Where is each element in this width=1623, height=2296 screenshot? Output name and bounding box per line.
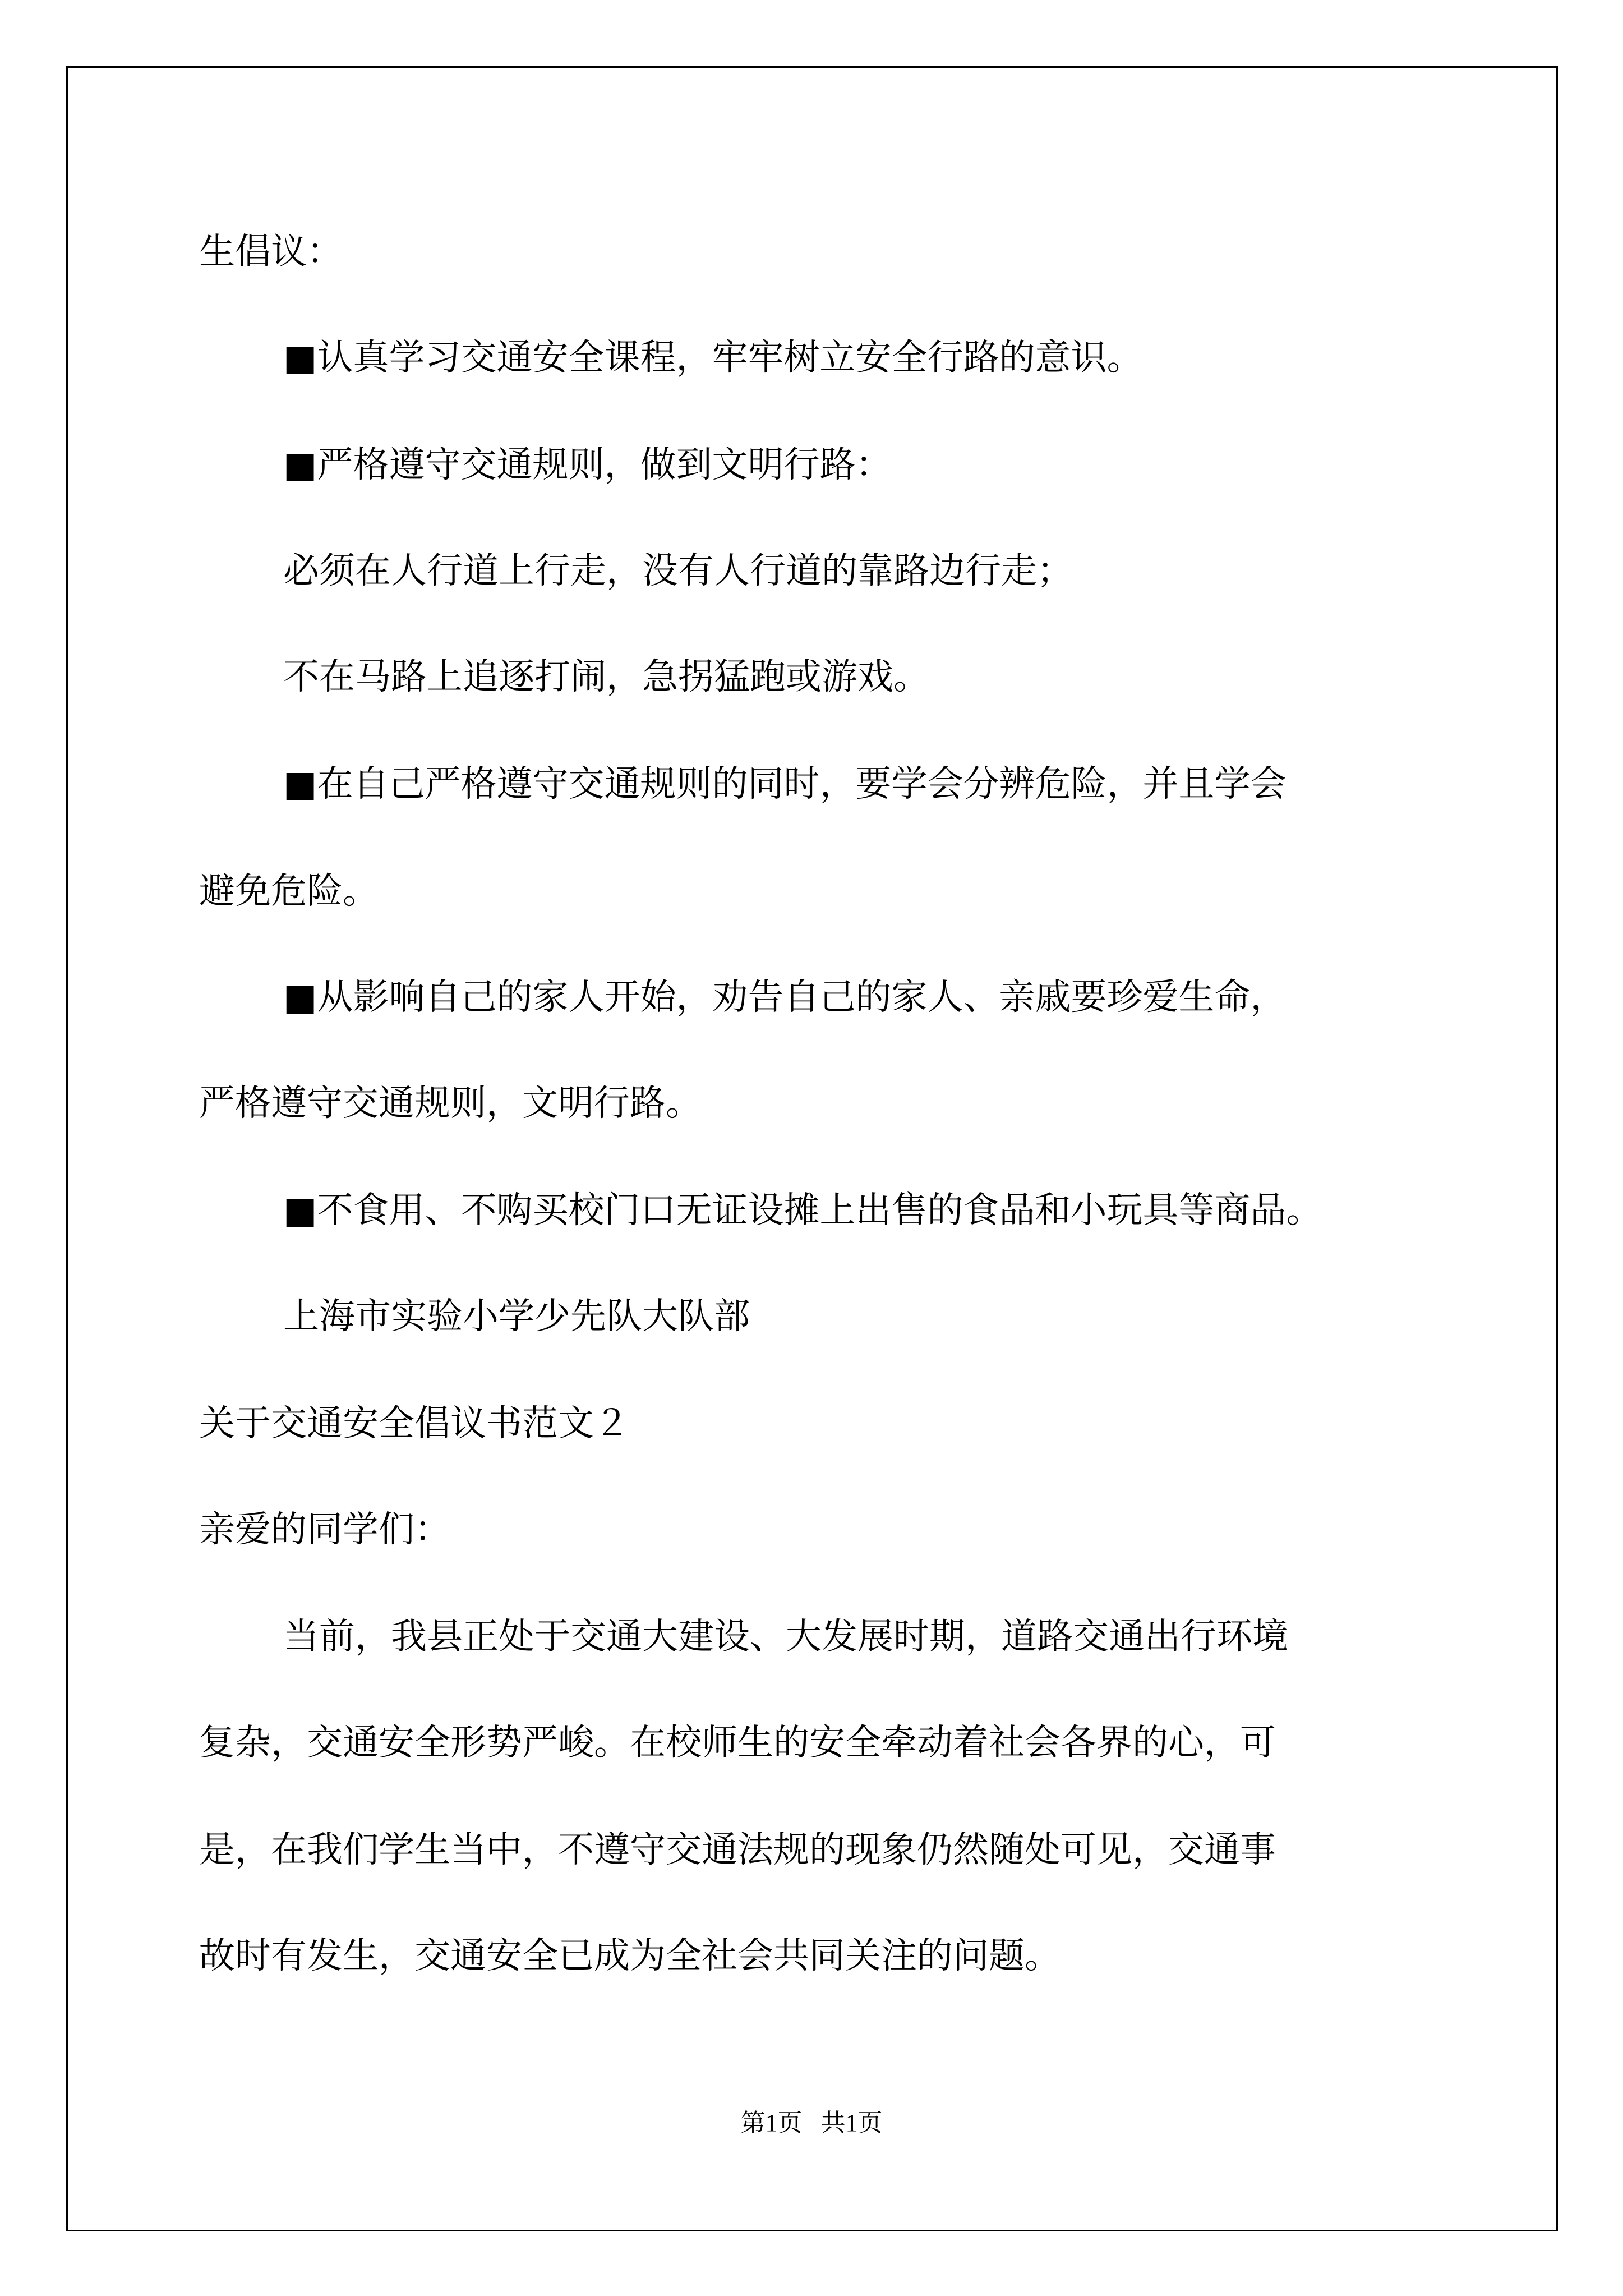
bullet-line: ■不食用、不购买校门口无证设摊上出售的食品和小玩具等商品。 [283, 1190, 1322, 1231]
text-line: 不在马路上追逐打闹，急拐猛跑或游戏。 [283, 656, 929, 698]
bullet-line: ■从影响自己的家人开始，劝告自己的家人、亲戚要珍爱生命， [283, 977, 1287, 1018]
bullet-line: ■认真学习交通安全课程，牢牢树立安全行路的意识。 [283, 337, 1143, 379]
bullet-line: ■严格遵守交通规则，做到文明行路： [283, 444, 892, 486]
text-line: 必须在人行道上行走，没有人行道的靠路边行走； [283, 550, 1073, 592]
text-line: 严格遵守交通规则，文明行路。 [199, 1083, 702, 1124]
text-line: 避免危险。 [199, 871, 379, 912]
text-line: 生倡议： [199, 231, 343, 273]
page-border [66, 66, 1558, 2231]
salutation: 亲爱的同学们： [199, 1509, 450, 1550]
text-line: 是，在我们学生当中，不遵守交通法规的现象仍然随处可见，交通事 [199, 1829, 1276, 1871]
bullet-line: ■在自己严格遵守交通规则的同时，要学会分辨危险，并且学会 [283, 763, 1287, 805]
text-line: 当前，我县正处于交通大建设、大发展时期，道路交通出行环境 [283, 1616, 1288, 1658]
page-number-footer: 第1页 共1页 [740, 2109, 883, 2137]
section-title: 关于交通安全倡议书范文２ [199, 1403, 630, 1444]
signature-line: 上海市实验小学少先队大队部 [283, 1296, 750, 1337]
text-line: 复杂，交通安全形势严峻。在校师生的安全牵动着社会各界的心，可 [199, 1722, 1276, 1764]
text-line: 故时有发生，交通安全已成为全社会共同关注的问题。 [199, 1935, 1061, 1977]
